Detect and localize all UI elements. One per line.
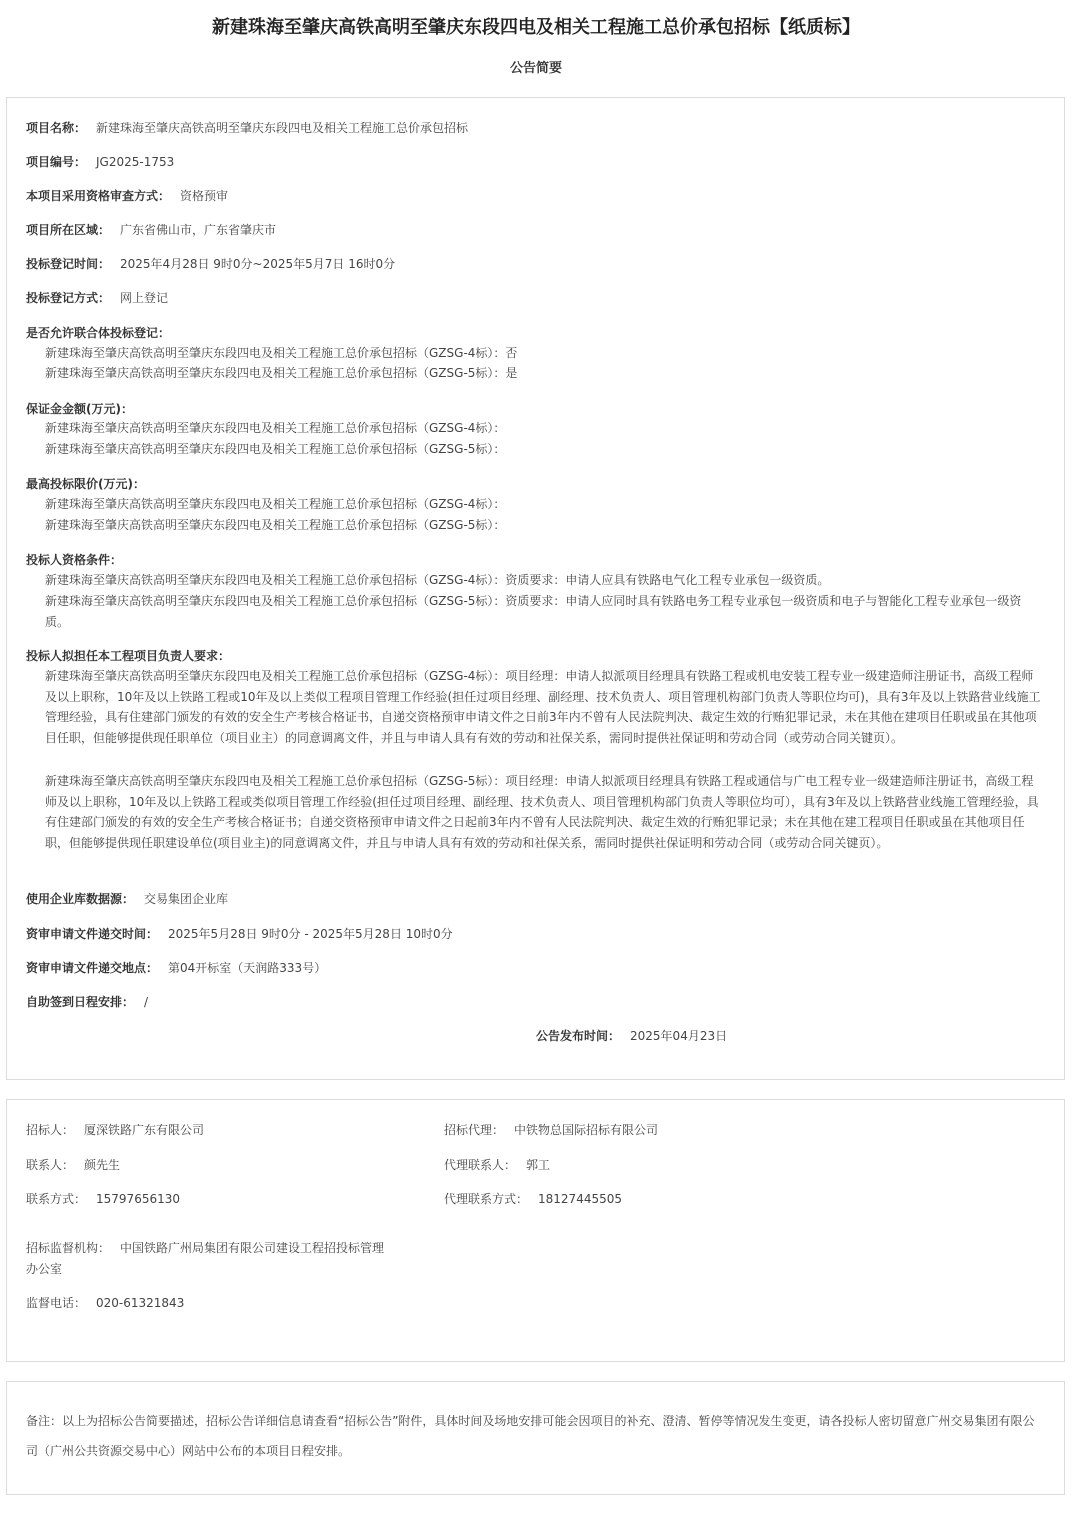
manager-item: 新建珠海至肇庆高铁高明至肇庆东段四电及相关工程施工总价承包招标（GZSG-4标）：项目经理：申请人拟派项目经理具有铁路工程或机电安装工程专业一级建造师注册证书，高级工程师及以上职称，10年及以上铁路工程或10年及以上类似工程项目管理工作经验(担任过项目经理、副经理、技术负责人、项目管理机构部门负责人等职位均可)，具有3年及以上铁路营业线施工管理经验，具有住建部门颁发的有效的安全生产考核合格证书，自递交资格预审申请文件之日前3年内不曾有人民法院判决、裁定生效的行贿犯罪记录，未在其他在建项目任职或虽在其他项目任职，但能够提供现任职单位（项目业主）的同意调离文件，并且与申请人具有有效的劳动和社保关系，需同时提供社保证明和劳动合同（或劳动合同关键页）。 bbox=[45, 669, 1041, 745]
note-panel bbox=[6, 1381, 1065, 1495]
phone-label: 联系方式： bbox=[26, 1192, 87, 1206]
region-value: 广东省佛山市，广东省肇庆市 bbox=[120, 223, 277, 237]
contact-label: 联系人： bbox=[26, 1158, 75, 1172]
agent-contact-label: 代理联系人： bbox=[444, 1158, 517, 1172]
supervisor-phone-value: 020-61321843 bbox=[96, 1296, 185, 1310]
max-price-item: 新建珠海至肇庆高铁高明至肇庆东段四电及相关工程施工总价承包招标（GZSG-4标）： bbox=[45, 497, 506, 511]
deposit-item: 新建珠海至肇庆高铁高明至肇庆东段四电及相关工程施工总价承包招标（GZSG-4标）： bbox=[45, 421, 506, 435]
page-subtitle: 公告简要 bbox=[509, 61, 562, 76]
agent-phone-row bbox=[444, 1191, 622, 1207]
supervisor-value-line2: 办公室 bbox=[26, 1262, 63, 1276]
summary-panel bbox=[6, 97, 1065, 1080]
manager-item: 新建珠海至肇庆高铁高明至肇庆东段四电及相关工程施工总价承包招标（GZSG-5标）：项目经理：申请人拟派项目经理具有铁路工程或通信与广电工程专业一级建造师注册证书，高级工程师及以上职称，10年及以上铁路工程或类似项目管理工作经验(担任过项目经理、副经理、技术负责人、项目管理机构部门负责人等职位均可），具有3年及以上铁路营业线施工管理经验，具有住建部门颁发的有效的安全生产考核合格证书；自递交资格预审申请文件之日起前3年内不曾有人民法院判决、裁定生效的行贿犯罪记录；未在其他在建工程项目任职或虽在其他项目任职，但能够提供现任职建设单位(项目业主)的同意调离文件，并且与申请人具有有效的劳动和社保关系，需同时提供社保证明和劳动合同（或劳动合同关键页）。 bbox=[45, 774, 1039, 850]
schedule-label: 自助签到日程安排： bbox=[26, 995, 135, 1009]
region-row bbox=[26, 222, 276, 238]
project-name-label: 项目名称： bbox=[26, 121, 87, 135]
schedule-row bbox=[26, 994, 148, 1010]
supervisor-phone-row bbox=[26, 1295, 184, 1311]
schedule-value: / bbox=[144, 995, 149, 1009]
supervisor-value: 中国铁路广州局集团有限公司建设工程招投标管理 bbox=[120, 1241, 385, 1255]
submit-place-label: 资审申请文件递交地点： bbox=[26, 961, 159, 975]
manager-label: 投标人拟担任本工程项目负责人要求： bbox=[26, 649, 231, 663]
deposit-item: 新建珠海至肇庆高铁高明至肇庆东段四电及相关工程施工总价承包招标（GZSG-5标）： bbox=[45, 442, 506, 456]
tenderer-value: 厦深铁路广东有限公司 bbox=[84, 1123, 205, 1137]
project-code-value: JG2025-1753 bbox=[96, 155, 175, 169]
agent-value: 中铁物总国际招标有限公司 bbox=[514, 1123, 659, 1137]
tenderer-label: 招标人： bbox=[26, 1123, 75, 1137]
note-text: 备注：以上为招标公告简要描述，招标公告详细信息请查看“招标公告”附件，具体时间及场地安排可能会因项目的补充、澄清、暂停等情况发生变更，请各投标人密切留意广州交易集团有限公司（广州公共资源交易中心）网站中公布的本项目日程安排。 bbox=[26, 1414, 1035, 1458]
project-code-row bbox=[26, 154, 174, 170]
publish-time-row bbox=[536, 1028, 727, 1044]
register-time-value: 2025年4月28日 9时0分~2025年5月7日 16时0分 bbox=[120, 257, 396, 271]
submit-time-row bbox=[26, 926, 453, 942]
qualification-item: 新建珠海至肇庆高铁高明至肇庆东段四电及相关工程施工总价承包招标（GZSG-5标）：资质要求：申请人应同时具有铁路电务工程专业承包一级资质和电子与智能化工程专业承包一级资质。 bbox=[45, 594, 1022, 629]
consortium-item: 新建珠海至肇庆高铁高明至肇庆东段四电及相关工程施工总价承包招标（GZSG-5标）：是 bbox=[45, 366, 518, 380]
consortium-label: 是否允许联合体投标登记： bbox=[26, 326, 171, 340]
contact-row bbox=[26, 1157, 120, 1173]
phone-row bbox=[26, 1191, 180, 1207]
phone-value: 15797656130 bbox=[96, 1192, 180, 1206]
database-value: 交易集团企业库 bbox=[144, 892, 229, 906]
review-method-label: 本项目采用资格审查方式： bbox=[26, 189, 171, 203]
region-label: 项目所在区域： bbox=[26, 223, 111, 237]
review-method-value: 资格预审 bbox=[180, 189, 229, 203]
agent-phone-label: 代理联系方式： bbox=[444, 1192, 529, 1206]
deposit-label: 保证金金额(万元)： bbox=[26, 402, 133, 416]
register-time-row bbox=[26, 256, 395, 272]
submit-time-value: 2025年5月28日 9时0分 - 2025年5月28日 10时0分 bbox=[168, 927, 453, 941]
agent-contact-value: 郭工 bbox=[526, 1158, 551, 1172]
max-price-label: 最高投标限价(万元)： bbox=[26, 477, 145, 491]
max-price-item: 新建珠海至肇庆高铁高明至肇庆东段四电及相关工程施工总价承包招标（GZSG-5标）： bbox=[45, 518, 506, 532]
publish-time-value: 2025年04月23日 bbox=[630, 1029, 728, 1043]
supervisor-row bbox=[26, 1240, 384, 1256]
submit-place-row bbox=[26, 960, 326, 976]
qualification-item: 新建珠海至肇庆高铁高明至肇庆东段四电及相关工程施工总价承包招标（GZSG-4标）：资质要求：申请人应具有铁路电气化工程专业承包一级资质。 bbox=[45, 573, 830, 587]
database-row bbox=[26, 891, 228, 907]
supervisor-phone-label: 监督电话： bbox=[26, 1296, 87, 1310]
contact-panel bbox=[6, 1099, 1065, 1362]
page-title: 新建珠海至肇庆高铁高明至肇庆东段四电及相关工程施工总价承包招标【纸质标】 bbox=[212, 17, 860, 38]
agent-phone-value: 18127445505 bbox=[538, 1192, 622, 1206]
contact-value: 颜先生 bbox=[84, 1158, 121, 1172]
agent-contact-row bbox=[444, 1157, 550, 1173]
consortium-item: 新建珠海至肇庆高铁高明至肇庆东段四电及相关工程施工总价承包招标（GZSG-4标）：否 bbox=[45, 346, 518, 360]
submit-place-value: 第04开标室（天润路333号） bbox=[168, 961, 327, 975]
supervisor-label: 招标监督机构： bbox=[26, 1241, 111, 1255]
database-label: 使用企业库数据源： bbox=[26, 892, 135, 906]
agent-row bbox=[444, 1122, 658, 1138]
qualification-label: 投标人资格条件： bbox=[26, 553, 123, 567]
register-method-label: 投标登记方式： bbox=[26, 291, 111, 305]
project-name-value: 新建珠海至肇庆高铁高明至肇庆东段四电及相关工程施工总价承包招标 bbox=[96, 121, 469, 135]
publish-time-label: 公告发布时间： bbox=[536, 1029, 621, 1043]
project-name-row bbox=[26, 120, 468, 136]
register-method-row bbox=[26, 290, 168, 306]
project-code-label: 项目编号： bbox=[26, 155, 87, 169]
agent-label: 招标代理： bbox=[444, 1123, 505, 1137]
tenderer-row bbox=[26, 1122, 204, 1138]
submit-time-label: 资审申请文件递交时间： bbox=[26, 927, 159, 941]
review-method-row bbox=[26, 188, 228, 204]
register-method-value: 网上登记 bbox=[120, 291, 169, 305]
register-time-label: 投标登记时间： bbox=[26, 257, 111, 271]
